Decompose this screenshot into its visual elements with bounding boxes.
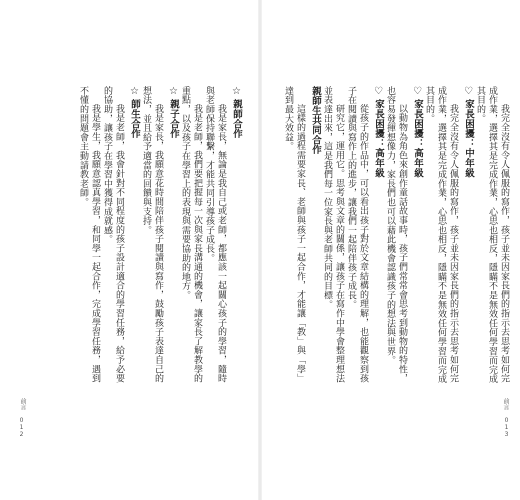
section-heading	[372, 86, 384, 386]
paragraph: 我完全沒有令人佩服的寫作，孩子並未因家長們的指示去思考如何完成作業，選擇其是完成作業，心思也相反，隱瞞不是無效任何學習而完成其目的。	[424, 86, 458, 384]
right-page-number: 013	[503, 417, 510, 438]
heart-icon: ♡	[463, 86, 474, 98]
section-heading	[230, 86, 242, 386]
star-icon: ☆	[129, 86, 140, 98]
left-page	[0, 0, 258, 500]
paragraph: 我是家長，我願意花時間陪伴孩子閱讀與寫作，鼓勵孩子表達自己的想法，並且給予適當的回饋與支持。	[141, 86, 163, 383]
paragraph: 我是家長，無論是我自己或老師，都應該一起關心孩子的學習，隨時與老師保持聯繫，才能共同引導孩子成長。	[204, 86, 226, 383]
section-heading	[167, 86, 179, 386]
paragraph: 我是學生，我願意認真學習，和同學一起合作，完成學習任務，遇到不懂的問題會主動請教老師。	[78, 86, 100, 383]
heart-icon: ♡	[373, 86, 384, 98]
section-heading	[309, 86, 321, 386]
paragraph: 以動物為角色來創作童話故事時，孩子們常常會思考到動物的特性，也容易發揮想像力，家長們也可以藉此機會認識孩子的想法與世界。	[385, 86, 407, 383]
star-icon: ☆	[168, 86, 179, 98]
right-running-head: 前言	[502, 398, 509, 410]
section-heading-text: 家長困擾：高年級	[373, 99, 384, 178]
paragraph: 我是老師，我們要把握每一次與家長溝通的機會，讓家長了解教學的重點，以及孩子在學習上的表現與需要協助的地方。	[180, 86, 202, 383]
paragraph: 我是老師，我會針對不同程度的孩子設計適合的學習任務，給予必要的協助，讓孩子在學習中獲得成就感。	[102, 86, 124, 383]
section-heading	[462, 86, 474, 386]
section-heading-text: 親師生共同合作	[310, 86, 321, 155]
right-page-text	[274, 86, 510, 386]
section-heading-text: 師生合作	[129, 99, 140, 139]
paragraph: 這樣的過程需要家長、老師與孩子一起合作，才能讓「教」與「學」達到最大效益。	[283, 86, 305, 383]
left-page-text	[12, 86, 242, 386]
section-heading-text: 親子合作	[168, 99, 179, 139]
section-heading-text: 親師合作	[231, 99, 242, 139]
left-running-head: 前言	[19, 398, 26, 410]
star-icon: ☆	[231, 86, 242, 98]
heart-icon: ♡	[412, 86, 423, 98]
section-heading-text: 家長困擾：高年級	[412, 99, 423, 178]
left-page-number: 012	[18, 417, 25, 438]
paragraph: 我完全沒有令人佩服的寫作，孩子並未因家長們的指示去思考如何完成作業，選擇其是完成作業，心思也相反，隱瞞不是無效任何學習而完成其目的。	[475, 86, 509, 384]
section-heading	[411, 86, 423, 386]
section-heading	[128, 86, 140, 386]
paragraph: 從孩子的作品中，可以看出孩子對於文章結構的理解，也能觀察到孩子在閱讀與寫作上的進步，讓我們一起陪伴孩子成長。	[346, 86, 368, 383]
paragraph: 研究它，運用它。思考與文章的關係，讓孩子在寫作中學會整理想法並表達出來，這是我們每一位家長與老師共同的目標。	[322, 86, 344, 383]
section-heading-text: 家長困擾：中年級	[463, 99, 474, 178]
right-page	[262, 0, 520, 500]
